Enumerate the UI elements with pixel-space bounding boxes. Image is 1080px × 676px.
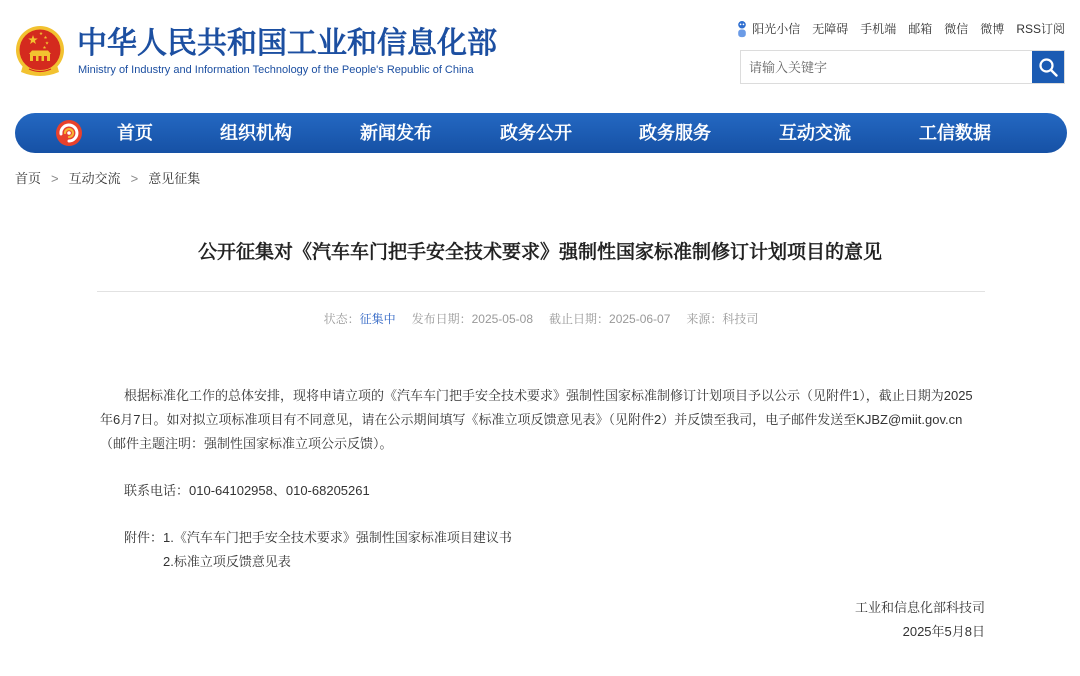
site-title: 中华人民共和国工业和信息化部 (77, 27, 497, 60)
meta-status (324, 311, 396, 327)
article-title: 公开征集对《汽车车门把手安全技术要求》强制性国家标准制修订计划项目的意见 (197, 242, 882, 263)
nav-item-interaction[interactable]: 互动交流 (779, 123, 851, 143)
meta-status-label: 状态： (323, 312, 360, 326)
breadcrumb-separator: > (130, 171, 139, 186)
breadcrumb-item-home[interactable]: 首页 (15, 171, 42, 186)
meta-publish (412, 311, 533, 327)
attachments (100, 526, 985, 574)
title-divider (97, 291, 985, 292)
top-links (736, 20, 1065, 38)
meta-publish-label: 发布日期： (411, 312, 472, 326)
status-badge: 征集中 (359, 312, 396, 326)
top-link-weibo[interactable]: 微博 (980, 22, 1005, 36)
nav-item-data[interactable]: 工信数据 (919, 123, 991, 143)
search-box (740, 50, 1065, 84)
nav-item-news[interactable]: 新闻发布 (360, 123, 432, 143)
meta-source (686, 311, 758, 327)
top-link-assistant[interactable] (736, 20, 800, 39)
meta-source-value: 科技司 (722, 312, 759, 326)
contact-phone: 联系电话：010-64102958、010-68205261 (124, 483, 370, 498)
article-body (100, 384, 985, 644)
article-meta (0, 311, 1080, 327)
breadcrumb (15, 170, 200, 188)
search-input[interactable] (741, 51, 1032, 83)
breadcrumb-item-feedback[interactable]: 意见征集 (148, 171, 201, 186)
assistant-robot-icon (736, 20, 748, 39)
meta-deadline-label: 截止日期： (549, 312, 610, 326)
nav-item-organization[interactable]: 组织机构 (220, 123, 292, 143)
national-emblem-icon (15, 25, 65, 79)
article-paragraph: 根据标准化工作的总体安排，现将申请立项的《汽车车门把手安全技术要求》强制性国家标准制修订计划项目予以公示（见附件1），截止日期为2025年6月7日。如对拟立项标准项目有不同意见，请在公示期间填写《标准立项反馈意见表》（见附件2）并反馈至我司，电子邮件发送至KJBZ@miit.gov.cn（邮件主题注明：强制性国家标准立项公示反馈）。 (100, 388, 973, 451)
search-icon (1038, 57, 1058, 77)
attachment-list (163, 526, 512, 574)
signature (100, 596, 985, 644)
meta-deadline-date: 2025-06-07 (609, 312, 671, 326)
search-button[interactable] (1032, 51, 1064, 83)
top-link-mail[interactable]: 邮箱 (908, 22, 933, 36)
nav-item-government-affairs[interactable]: 政务公开 (500, 123, 572, 143)
nav-item-home[interactable]: 首页 (117, 123, 153, 143)
top-link-mobile[interactable]: 手机端 (860, 22, 897, 36)
breadcrumb-separator: > (51, 171, 59, 186)
top-link-label: 阳光小信 (752, 22, 801, 36)
signature-org: 工业和信息化部科技司 (854, 600, 985, 615)
attachment-item: 1.《汽车车门把手安全技术要求》强制性国家标准项目建议书 (163, 530, 512, 545)
attachments-label: 附件： (124, 530, 164, 545)
meta-deadline (549, 311, 670, 327)
top-link-accessibility[interactable]: 无障碍 (812, 22, 849, 36)
main-nav (15, 113, 1067, 153)
breadcrumb-item-interaction[interactable]: 互动交流 (68, 171, 121, 186)
meta-publish-date: 2025-05-08 (471, 312, 533, 326)
top-link-wechat[interactable]: 微信 (944, 22, 969, 36)
attachment-item: 2.标准立项反馈意见表 (163, 554, 291, 569)
meta-source-label: 来源： (686, 312, 723, 326)
site-subtitle: Ministry of Industry and Information Technology of the People's Republic of China (78, 64, 474, 76)
top-link-rss[interactable]: RSS订阅 (1016, 22, 1065, 36)
nav-item-government-services[interactable]: 政务服务 (639, 123, 711, 143)
signature-date: 2025年5月8日 (902, 624, 985, 639)
